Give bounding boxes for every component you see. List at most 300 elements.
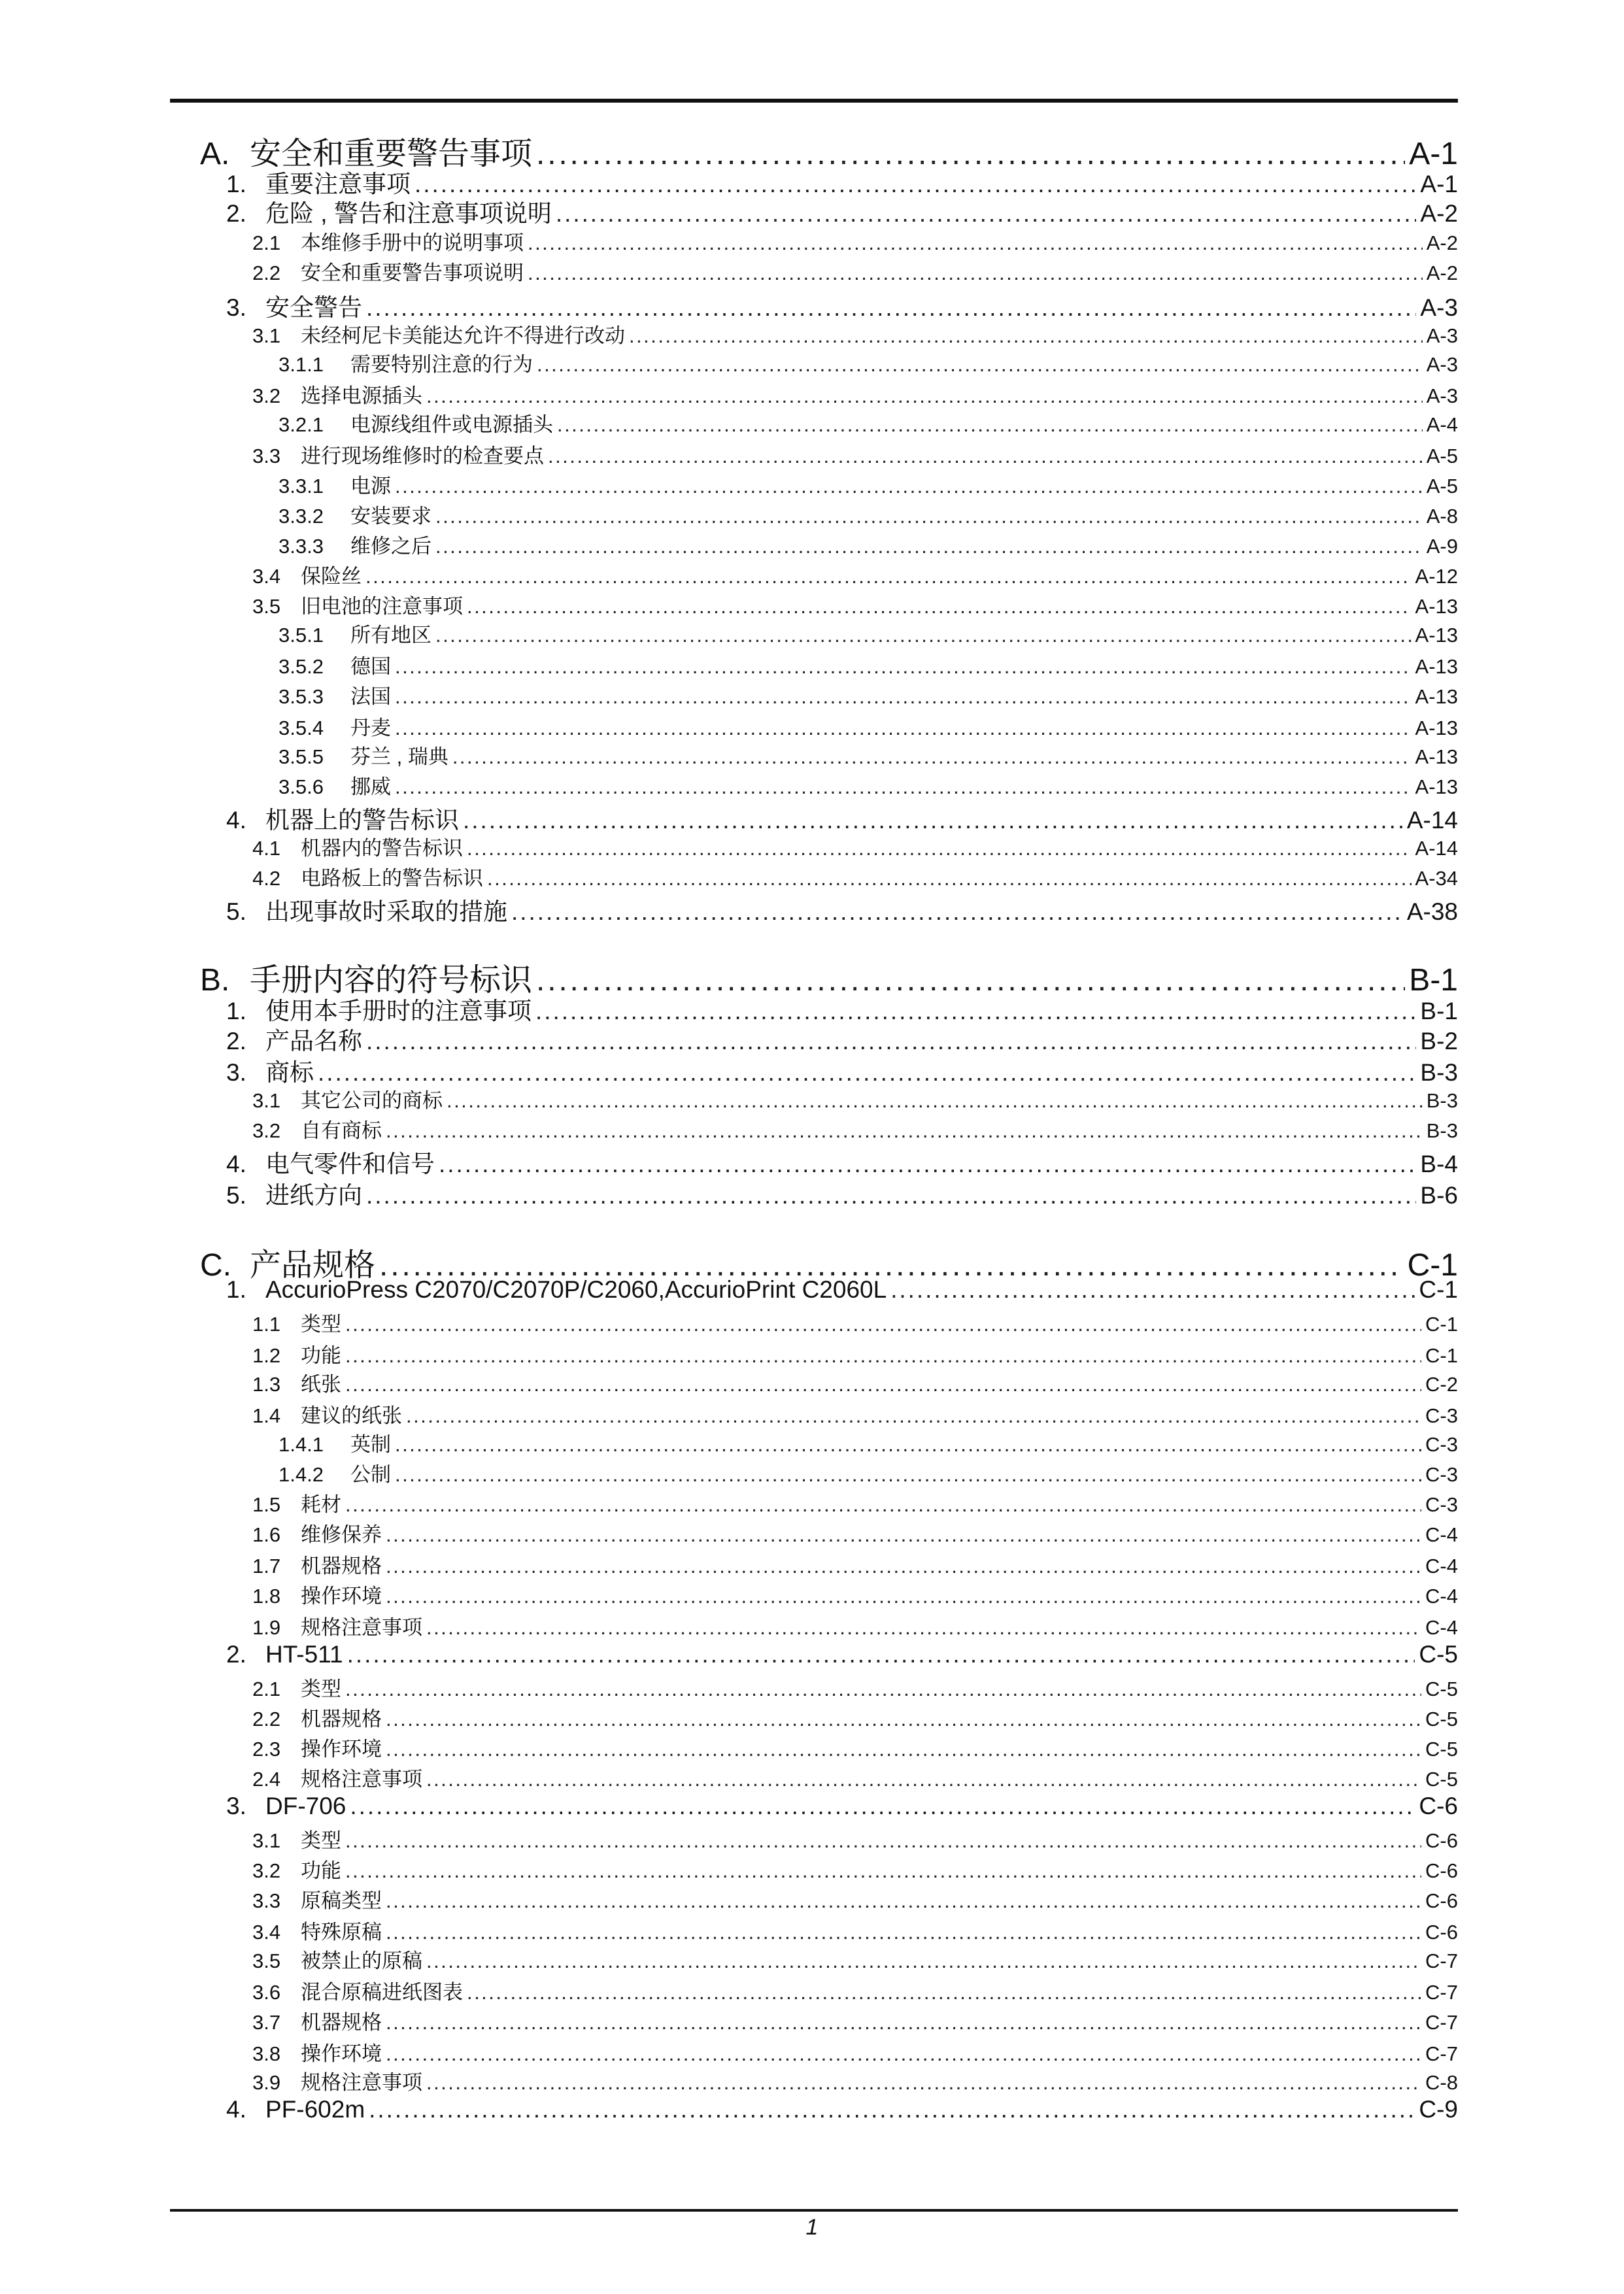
- toc-entry-title: PF-602m: [265, 2096, 365, 2123]
- toc-entry-title: 安全和重要警告事项说明: [301, 261, 524, 284]
- toc-entry-number: 3.1: [252, 324, 281, 347]
- toc-entry-title: HT-511: [265, 1641, 343, 1668]
- dot-leader: [366, 294, 1416, 322]
- toc-entry-number: 3.6: [252, 1981, 281, 2004]
- toc-entry-title: 类型: [301, 1829, 341, 1852]
- toc-entry[interactable]: [170, 1793, 1458, 1823]
- toc-entry-title: 操作环境: [301, 2042, 382, 2065]
- toc-entry-page: A-13: [1415, 624, 1458, 647]
- toc-entry-page: A-38: [1406, 898, 1458, 925]
- toc-entry-number: 1.4.1: [279, 1433, 324, 1456]
- toc-entry-title: 建议的纸张: [301, 1404, 402, 1427]
- toc-entry-number: 3.5: [252, 1949, 281, 1972]
- toc-entry-page: C-1: [1419, 1276, 1458, 1303]
- toc-entry-title: 法国: [350, 685, 391, 708]
- dot-leader: [386, 1555, 1421, 1578]
- toc-entry-page: C-5: [1419, 1641, 1458, 1668]
- dot-leader: [386, 1585, 1421, 1608]
- dot-leader: [345, 1493, 1421, 1517]
- toc-entry[interactable]: [170, 1702, 1458, 1729]
- toc-entry-page: A-14: [1415, 837, 1458, 860]
- dot-leader: [395, 475, 1423, 498]
- toc-entry-number: 1.4: [252, 1404, 281, 1427]
- toc-entry-page: A-13: [1415, 595, 1458, 618]
- toc-entry-number: 1.3: [252, 1373, 281, 1396]
- toc-entry[interactable]: [170, 2066, 1458, 2092]
- toc-entry-page: C-1: [1425, 1344, 1458, 1367]
- toc-entry[interactable]: [170, 1368, 1458, 1394]
- toc-entry-title: 安全警告: [265, 294, 362, 321]
- dot-leader: [467, 837, 1412, 860]
- toc-entry[interactable]: [170, 1399, 1458, 1425]
- toc-entry[interactable]: [170, 530, 1458, 556]
- toc-entry-title: 机器规格: [301, 1555, 382, 1577]
- dot-leader: [467, 595, 1412, 618]
- toc-entry-number: 2.: [226, 1641, 246, 1668]
- toc-entry-number: 4.2: [252, 867, 281, 890]
- dot-leader: [435, 624, 1412, 647]
- toc-entry-title: 重要注意事项: [265, 171, 411, 197]
- toc-entry-number: 3.2: [252, 384, 281, 407]
- toc-entry-title: 纸张: [301, 1373, 341, 1396]
- toc-entry-title: DF-706: [265, 1793, 347, 1819]
- toc-entry-title: 进纸方向: [265, 1182, 362, 1209]
- toc-entry[interactable]: [170, 560, 1458, 586]
- dot-leader: [426, 1768, 1421, 1791]
- dot-leader: [426, 2071, 1421, 2095]
- toc-entry-number: 3.4: [252, 1921, 281, 1944]
- toc-entry-number: 3.3.2: [279, 505, 324, 528]
- toc-entry-page: A-34: [1415, 867, 1458, 890]
- toc-entry-page: A-2: [1426, 261, 1458, 284]
- toc-entry-page: C-8: [1425, 2071, 1458, 2094]
- dot-leader: [395, 775, 1412, 799]
- toc-entry[interactable]: [170, 1763, 1458, 1789]
- toc-entry-page: B-6: [1420, 1182, 1458, 1209]
- toc-entry[interactable]: [170, 256, 1458, 282]
- toc-entry[interactable]: [170, 1579, 1458, 1606]
- dot-leader: [511, 898, 1403, 926]
- dot-leader: [406, 1404, 1421, 1428]
- toc-entry-number: 2.: [226, 200, 246, 227]
- toc-entry-title: 维修保养: [301, 1523, 382, 1546]
- toc-entry-page: C-5: [1425, 1768, 1458, 1791]
- toc-entry[interactable]: [170, 439, 1458, 465]
- dot-leader: [386, 2011, 1421, 2034]
- toc-entry-title: 机器上的警告标识: [265, 807, 459, 834]
- toc-entry-title: 产品名称: [265, 1028, 362, 1054]
- dot-leader: [369, 2096, 1415, 2123]
- toc-entry[interactable]: [170, 1488, 1458, 1514]
- toc-entry[interactable]: [170, 991, 1458, 1024]
- toc-entry-page: A-4: [1426, 413, 1458, 436]
- toc-entry-page: B-1: [1409, 963, 1458, 998]
- toc-entry-number: 4.: [226, 2096, 246, 2123]
- toc-entry-title: 其它公司的商标: [301, 1089, 443, 1112]
- toc-entry-page: C-4: [1425, 1555, 1458, 1577]
- toc-entry-page: A-12: [1415, 565, 1458, 588]
- toc-entry-title: 特殊原稿: [301, 1921, 382, 1944]
- toc-entry-page: A-13: [1415, 717, 1458, 739]
- toc-entry-page: C-5: [1425, 1678, 1458, 1700]
- toc-entry-page: A-1: [1409, 137, 1458, 171]
- toc-entry-page: A-1: [1420, 171, 1458, 197]
- toc-entry-page: B-2: [1420, 1028, 1458, 1054]
- toc-entry-title: 维修之后: [350, 535, 431, 558]
- toc-entry-number: 3.9: [252, 2071, 281, 2094]
- toc-entry-number: 1.: [226, 1276, 246, 1303]
- toc-entry-page: C-7: [1425, 1949, 1458, 1972]
- toc-entry-number: 1.9: [252, 1616, 281, 1639]
- dot-leader: [350, 1793, 1415, 1820]
- toc-entry[interactable]: [170, 650, 1458, 676]
- toc-entry-page: B-3: [1426, 1089, 1458, 1112]
- toc-entry-page: C-3: [1425, 1493, 1458, 1516]
- toc-entry-page: C-9: [1419, 2096, 1458, 2123]
- toc-entry-page: B-3: [1426, 1119, 1458, 1142]
- dot-leader: [435, 505, 1423, 528]
- toc-entry-page: A-3: [1426, 353, 1458, 376]
- toc-entry[interactable]: [170, 1240, 1458, 1283]
- toc-entry[interactable]: [170, 1641, 1458, 1671]
- toc-entry[interactable]: [170, 1276, 1458, 1306]
- toc-entry-number: 3.4: [252, 565, 281, 588]
- toc-entry[interactable]: [170, 1428, 1458, 1454]
- toc-entry-page: C-2: [1425, 1373, 1458, 1396]
- toc-entry-page: C-3: [1425, 1463, 1458, 1486]
- dot-leader: [426, 1616, 1421, 1640]
- toc-entry[interactable]: [170, 1611, 1458, 1637]
- toc-entry-number: 2.3: [252, 1738, 281, 1761]
- toc-entry-number: 3.1: [252, 1089, 281, 1112]
- toc-entry-title: 选择电源插头: [301, 384, 422, 407]
- toc-entry-page: A-3: [1426, 384, 1458, 407]
- toc-entry-number: 4.: [226, 1151, 246, 1177]
- toc-entry-number: 3.3: [252, 1889, 281, 1912]
- footer-rule: [170, 2209, 1458, 2212]
- toc-entry-page: B-4: [1420, 1151, 1458, 1177]
- toc-entry[interactable]: [170, 1144, 1458, 1177]
- dot-leader: [345, 1859, 1421, 1883]
- toc-entry[interactable]: [170, 1458, 1458, 1484]
- toc-entry-number: 1.7: [252, 1555, 281, 1577]
- dot-leader: [386, 1889, 1421, 1913]
- toc-entry[interactable]: [170, 1053, 1458, 1086]
- dot-leader: [629, 324, 1423, 348]
- dot-leader: [366, 1182, 1416, 1209]
- toc-entry[interactable]: [170, 379, 1458, 405]
- toc-entry-number: 2.1: [252, 1678, 281, 1700]
- toc-entry[interactable]: [170, 1307, 1458, 1334]
- toc-entry-number: 3.: [226, 1793, 246, 1819]
- toc-entry-title: 操作环境: [301, 1738, 382, 1761]
- dot-leader: [366, 1028, 1416, 1055]
- toc-entry[interactable]: [170, 469, 1458, 496]
- toc-entry-number: 3.2: [252, 1859, 281, 1882]
- toc-entry[interactable]: [170, 2096, 1458, 2126]
- toc-entry-number: 3.1: [252, 1829, 281, 1852]
- dot-leader: [463, 807, 1403, 834]
- toc-entry-number: 2.: [226, 1028, 246, 1054]
- toc-entry-page: C-1: [1407, 1248, 1458, 1283]
- toc-entry[interactable]: [170, 954, 1458, 998]
- toc-entry-number: 3.5.2: [279, 655, 324, 678]
- toc-entry-number: 1.2: [252, 1344, 281, 1367]
- toc-entry[interactable]: [170, 128, 1458, 171]
- toc-entry-title: 电气零件和信号: [265, 1151, 435, 1177]
- toc-entry-page: A-5: [1426, 475, 1458, 498]
- toc-entry-number: 2.1: [252, 231, 281, 254]
- toc-entry-page: C-7: [1425, 1981, 1458, 2004]
- toc-entry[interactable]: [170, 1824, 1458, 1850]
- dot-leader: [487, 867, 1412, 890]
- toc-entry-title: 所有地区: [350, 624, 431, 647]
- toc-entry[interactable]: [170, 1339, 1458, 1365]
- toc-entry-page: C-6: [1425, 1921, 1458, 1944]
- toc-entry-title: 旧电池的注意事项: [301, 595, 463, 618]
- toc-entry[interactable]: [170, 618, 1458, 645]
- toc-entry-title: 需要特别注意的行为: [350, 353, 533, 376]
- toc-entry-number: 3.1.1: [279, 353, 324, 376]
- header-rule: [170, 99, 1458, 103]
- toc-entry-title: 规格注意事项: [301, 1616, 422, 1639]
- toc-entry[interactable]: [170, 1976, 1458, 2002]
- toc-entry-title: 规格注意事项: [301, 1768, 422, 1791]
- dot-leader: [345, 1678, 1421, 1701]
- toc-entry-number: 2.2: [252, 1708, 281, 1730]
- toc-entry-number: 1.1: [252, 1313, 281, 1336]
- toc-entry-title: 丹麦: [350, 717, 391, 739]
- toc-entry-title: 被禁止的原稿: [301, 1949, 422, 1972]
- dot-leader: [345, 1344, 1421, 1368]
- toc-entry-title: 商标: [265, 1059, 314, 1086]
- toc-entry-title: 本维修手册中的说明事项: [301, 231, 524, 254]
- dot-leader: [537, 353, 1423, 377]
- toc-entry-page: A-2: [1420, 200, 1458, 227]
- toc-entry-number: 3.: [226, 294, 246, 321]
- toc-entry-page: C-6: [1419, 1793, 1458, 1819]
- toc-entry-title: 英制: [350, 1433, 391, 1456]
- toc-entry-number: 3.5.4: [279, 717, 324, 739]
- toc-entry-page: C-7: [1425, 2042, 1458, 2065]
- toc-entry[interactable]: [170, 1732, 1458, 1759]
- toc-entry-page: A-14: [1406, 807, 1458, 834]
- dot-leader: [556, 200, 1417, 228]
- toc-entry[interactable]: [170, 226, 1458, 252]
- toc-entry-title: 芬兰 , 瑞典: [350, 745, 448, 768]
- toc-entry-page: C-1: [1425, 1313, 1458, 1336]
- toc-entry-page: A-3: [1426, 324, 1458, 347]
- toc-entry[interactable]: [170, 711, 1458, 737]
- toc-entry-page: A-2: [1426, 231, 1458, 254]
- dot-leader: [426, 1949, 1421, 1973]
- toc-entry-title: 挪威: [350, 775, 391, 798]
- toc-entry-page: C-7: [1425, 2011, 1458, 2034]
- toc-entry-page: A-13: [1415, 685, 1458, 708]
- toc-entry-title: 操作环境: [301, 1585, 382, 1608]
- toc-entry-title: 产品规格: [250, 1248, 376, 1283]
- dot-leader: [447, 1089, 1423, 1113]
- toc-entry-page: C-6: [1425, 1829, 1458, 1852]
- toc-entry-title: 保险丝: [301, 565, 362, 588]
- toc-entry[interactable]: [170, 1915, 1458, 1942]
- dot-leader: [395, 1463, 1421, 1487]
- toc-entry-page: C-3: [1425, 1404, 1458, 1427]
- toc-entry-title: 德国: [350, 655, 391, 678]
- toc-entry-title: 电源: [350, 475, 391, 498]
- dot-leader: [395, 1433, 1421, 1457]
- dot-leader: [395, 717, 1412, 740]
- toc-entry[interactable]: [170, 1549, 1458, 1576]
- dot-leader: [318, 1059, 1416, 1087]
- toc-entry-number: 3.2.1: [279, 413, 324, 436]
- dot-leader: [439, 1151, 1416, 1178]
- toc-entry-title: 未经柯尼卡美能达允许不得进行改动: [301, 324, 625, 347]
- dot-leader: [557, 413, 1423, 437]
- toc-entry[interactable]: [170, 770, 1458, 796]
- toc-entry-number: 3.3: [252, 445, 281, 467]
- toc-entry-title: 出现事故时采取的措施: [265, 898, 507, 925]
- toc-entry-title: 耗材: [301, 1493, 341, 1516]
- toc-entry-title: 公制: [350, 1463, 391, 1486]
- toc-entry-page: A-13: [1415, 775, 1458, 798]
- toc-entry-number: 2.4: [252, 1768, 281, 1791]
- dot-leader: [345, 1313, 1421, 1336]
- toc-entry-number: 1.: [226, 171, 246, 197]
- dot-leader: [395, 685, 1412, 709]
- toc-entry[interactable]: [170, 832, 1458, 858]
- toc-entry[interactable]: [170, 194, 1458, 227]
- toc-entry-title: 进行现场维修时的检查要点: [301, 445, 544, 467]
- toc-entry-number: 1.5: [252, 1493, 281, 1516]
- toc-entry-number: 3.5.6: [279, 775, 324, 798]
- toc-entry-number: 5.: [226, 1182, 246, 1209]
- toc-entry[interactable]: [170, 2037, 1458, 2063]
- toc-entry-number: 4.1: [252, 837, 281, 860]
- toc-entry[interactable]: [170, 1021, 1458, 1054]
- toc-entry-title: 自有商标: [301, 1119, 382, 1142]
- toc-entry-page: A-3: [1420, 294, 1458, 321]
- toc-entry-title: 电路板上的警告标识: [301, 867, 483, 890]
- toc-entry-number: 3.3.1: [279, 475, 324, 498]
- dot-leader: [452, 745, 1412, 769]
- toc-entry[interactable]: [170, 680, 1458, 706]
- toc-entry-title: 类型: [301, 1678, 341, 1700]
- toc-entry[interactable]: [170, 1518, 1458, 1544]
- toc-entry[interactable]: [170, 590, 1458, 616]
- toc-entry[interactable]: [170, 1944, 1458, 1970]
- dot-leader: [347, 1641, 1415, 1668]
- toc-entry[interactable]: [170, 862, 1458, 888]
- toc-entry-number: 3.5.1: [279, 624, 324, 647]
- toc-entry[interactable]: [170, 348, 1458, 374]
- toc-entry-title: 原稿类型: [301, 1889, 382, 1912]
- toc-entry-number: 4.: [226, 807, 246, 834]
- dot-leader: [386, 1921, 1421, 1944]
- dot-leader: [386, 1738, 1421, 1761]
- toc-entry-page: C-4: [1425, 1585, 1458, 1608]
- toc-entry-number: 3.5: [252, 595, 281, 618]
- toc-entry-title: 机器规格: [301, 2011, 382, 2034]
- dot-leader: [467, 1981, 1421, 2004]
- toc-entry-number: 3.8: [252, 2042, 281, 2065]
- toc-entry[interactable]: [170, 892, 1458, 925]
- dot-leader: [345, 1373, 1421, 1396]
- toc-entry-title: 功能: [301, 1344, 341, 1367]
- toc-entry-number: 3.7: [252, 2011, 281, 2034]
- toc-entry[interactable]: [170, 1175, 1458, 1209]
- toc-entry-number: A.: [200, 137, 230, 171]
- toc-entry-number: 1.6: [252, 1523, 281, 1546]
- toc-entry-number: 3.5.3: [279, 685, 324, 708]
- toc-entry[interactable]: [170, 1672, 1458, 1698]
- toc-entry-number: 1.: [226, 998, 246, 1024]
- toc-entry[interactable]: [170, 1854, 1458, 1880]
- toc-entry[interactable]: [170, 740, 1458, 766]
- toc-entry-number: 2.2: [252, 261, 281, 284]
- toc-entry[interactable]: [170, 319, 1458, 345]
- toc-entry-page: A-13: [1415, 655, 1458, 678]
- toc-entry-title: 手册内容的符号标识: [250, 963, 533, 998]
- toc-entry-title: 机器内的警告标识: [301, 837, 463, 860]
- toc-entry-page: C-3: [1425, 1433, 1458, 1456]
- toc-entry-title: 机器规格: [301, 1708, 382, 1730]
- toc-entry[interactable]: [170, 499, 1458, 526]
- toc-entry-page: C-6: [1425, 1889, 1458, 1912]
- dot-leader: [365, 565, 1412, 588]
- toc-entry[interactable]: [170, 164, 1458, 197]
- dot-leader: [386, 1119, 1423, 1143]
- dot-leader: [528, 261, 1423, 285]
- toc-entry-number: 1.8: [252, 1585, 281, 1608]
- toc-entry-page: C-5: [1425, 1738, 1458, 1761]
- dot-leader: [435, 535, 1423, 558]
- dot-leader: [395, 655, 1412, 679]
- toc-entry[interactable]: [170, 1084, 1458, 1110]
- toc-entry[interactable]: [170, 408, 1458, 434]
- toc-entry-page: A-8: [1426, 505, 1458, 528]
- toc-entry-page: C-6: [1425, 1859, 1458, 1882]
- dot-leader: [386, 1708, 1421, 1731]
- toc-entry-number: 5.: [226, 898, 246, 925]
- toc-entry[interactable]: [170, 2006, 1458, 2032]
- toc-entry-number: 3.2: [252, 1119, 281, 1142]
- toc-entry-title: 危险 , 警告和注意事项说明: [265, 200, 552, 227]
- toc-entry-page: C-4: [1425, 1616, 1458, 1639]
- dot-leader: [890, 1276, 1415, 1304]
- toc-entry-page: A-13: [1415, 745, 1458, 768]
- toc-entry-title: 混合原稿进纸图表: [301, 1981, 463, 2004]
- toc-entry-number: B.: [200, 963, 230, 998]
- toc-entry-title: 类型: [301, 1313, 341, 1336]
- toc-entry[interactable]: [170, 1114, 1458, 1140]
- toc-entry-number: 3.3.3: [279, 535, 324, 558]
- toc-entry-page: B-3: [1420, 1059, 1458, 1086]
- toc-entry-title: 使用本手册时的注意事项: [265, 998, 532, 1024]
- dot-leader: [386, 2042, 1421, 2066]
- toc-entry-page: C-5: [1425, 1708, 1458, 1730]
- toc-entry[interactable]: [170, 288, 1458, 321]
- toc-entry-title: 安装要求: [350, 505, 431, 528]
- toc-entry-number: 3.: [226, 1059, 246, 1086]
- toc-entry-title: AccurioPress C2070/C2070P/C2060,AccurioPrint C2060L: [265, 1276, 887, 1303]
- toc-entry[interactable]: [170, 1884, 1458, 1910]
- toc-entry-page: A-9: [1426, 535, 1458, 558]
- toc-entry-title: 规格注意事项: [301, 2071, 422, 2094]
- dot-leader: [528, 231, 1423, 255]
- toc-entry[interactable]: [170, 800, 1458, 834]
- toc-entry-number: 1.4.2: [279, 1463, 324, 1486]
